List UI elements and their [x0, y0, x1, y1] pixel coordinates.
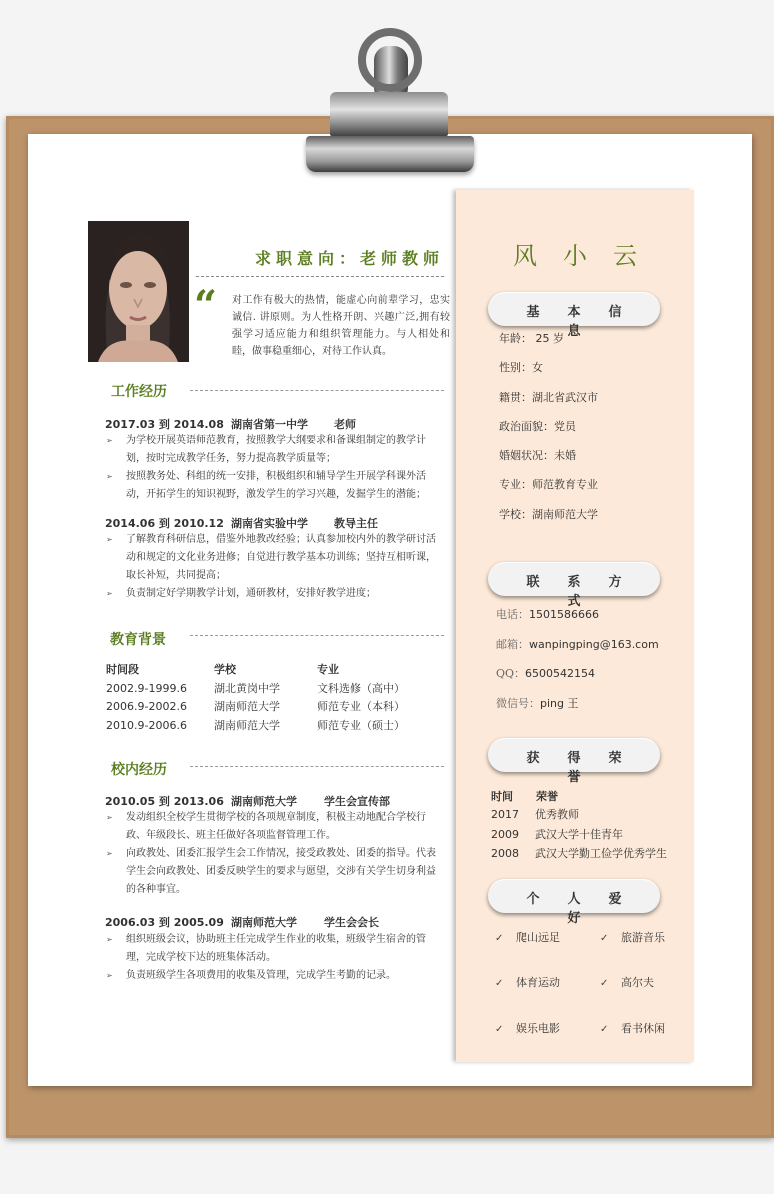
edu-major: 师范专业（硕士）: [317, 718, 405, 732]
table-header: [106, 661, 427, 680]
job-header: [105, 515, 378, 531]
section-pill-honors: [488, 738, 660, 785]
edu-period: 2002.9-1999.6: [106, 681, 187, 695]
quote-icon: “: [194, 282, 218, 329]
hobby-item: ✓ 旅游音乐: [600, 931, 665, 944]
section-pill-hobbies: [488, 879, 660, 926]
job-duties: [104, 432, 444, 504]
clip-jaw: [306, 136, 474, 172]
job-period: 2017.03 到 2014.08: [105, 418, 224, 431]
job-role: 老师: [334, 418, 356, 431]
job-intention: 求职意向：老师教师: [254, 249, 444, 268]
list-item: ➢ 按照教务处、科组的统一安排，积极组织和辅导学生开展学科课外活动，开拓学生的知识视野，激发学生的学习兴趣，发掘学生的潜能；: [104, 468, 444, 504]
edu-school: 湖南师范大学: [214, 718, 280, 732]
clip-body: [330, 92, 448, 136]
job-org: 湖南省实验中学: [231, 517, 308, 530]
honors-header: [491, 788, 581, 804]
divider: [190, 390, 444, 391]
job-period: 2006.03 到 2005.09: [105, 916, 224, 929]
table-row: 2009 武汉大学十佳青年: [491, 827, 623, 841]
divider: [190, 766, 444, 767]
job-org: 湖南省第一中学: [231, 418, 308, 431]
contact-wechat: 微信号：ping 王: [496, 696, 579, 710]
edu-school: 湖南师范大学: [214, 700, 280, 713]
info-item: 年龄： 25 岁: [499, 332, 564, 345]
job-role: 学生会会长: [324, 916, 379, 929]
divider: [190, 635, 444, 636]
check-icon: ✓: [600, 1024, 609, 1035]
job-org: 湖南师范大学: [231, 795, 297, 808]
section-title-education: 教育背景: [110, 632, 166, 648]
section-title-campus: 校内经历: [111, 762, 167, 778]
check-icon: ✓: [495, 1024, 504, 1035]
info-item: 性别：女: [499, 361, 543, 375]
check-icon: ✓: [495, 978, 504, 989]
check-icon: ✓: [600, 978, 609, 989]
edu-school: 湖北黄岗中学: [214, 681, 280, 695]
list-item: ➢ 为学校开展英语师范教育，按照教学大纲要求和备课组制定的教学计划，按时完成教学任务，努力提高教学质量等；: [104, 432, 444, 468]
job-org: 湖南师范大学: [231, 916, 297, 929]
hobby-item: ✓ 高尔夫: [600, 976, 654, 989]
contact-phone: 电话：1501586666: [496, 608, 599, 621]
hobby-item: ✓ 体育运动: [495, 976, 560, 989]
education-table: [106, 661, 427, 735]
campus-duties: [104, 931, 444, 985]
job-header: [105, 793, 390, 809]
job-period: 2014.06 到 2010.12: [105, 517, 224, 530]
edu-period: 2010.9-2006.6: [106, 718, 187, 732]
info-item: 籍贯：湖北省武汉市: [499, 390, 598, 404]
edu-period: 2006.9-2002.6: [106, 700, 187, 713]
list-item: ➢ 负责制定好学期教学计划，通研教材，安排好教学进度；: [104, 585, 444, 603]
check-icon: ✓: [600, 933, 609, 944]
hobby-item: ✓ 看书休闲: [600, 1022, 665, 1035]
portrait-image: [88, 221, 189, 362]
self-intro: 对工作有极大的热情，能虚心向前辈学习，忠实诚信. 讲原则。为人性格开朗、兴趣广泛,拥有较强学习适应能力和组织管理能力。与人相处和睦，做事稳重细心，对待工作认真。: [232, 295, 450, 357]
column-header: 学校: [214, 663, 236, 676]
job-header: [105, 914, 379, 930]
candidate-name: 风小云: [513, 242, 663, 270]
job-header: [105, 416, 356, 432]
job-duties: [104, 531, 444, 603]
contact-qq: QQ：6500542154: [496, 667, 596, 680]
list-item: ➢ 了解教育科研信息，借鉴外地教改经验；认真参加校内外的教学研讨活动和规定的文化业务进修；自觉进行教学基本功训练；坚持互相听课，取长补短，共同提高；: [104, 531, 444, 585]
clip-ring: [358, 28, 422, 92]
list-item: ➢ 向政教处、团委汇报学生会工作情况，接受政教处、团委的指导。代表学生会向政教处、团委反映学生的要求与愿望，交涉有关学生切身利益的各种事宜。: [104, 845, 444, 899]
info-item: 专业：师范教育专业: [499, 478, 598, 492]
column-header: 时间段: [106, 663, 139, 676]
honors-list: [491, 806, 667, 865]
column-header: 荣誉: [536, 790, 558, 803]
list-item: ➢ 组织班级会议，协助班主任完成学生作业的收集，班级学生宿舍的管理，完成学校下达的班集体活动。: [104, 931, 444, 967]
basic-info-list: [499, 331, 598, 536]
profile-photo: [88, 221, 189, 362]
info-item: 政治面貌：党员: [499, 419, 576, 433]
divider: [196, 276, 444, 277]
info-item: 婚姻状况：未婚: [499, 449, 576, 463]
section-title-work: 工作经历: [111, 384, 167, 400]
list-item: ➢ 负责班级学生各项费用的收集及管理，完成学生考勤的记录。: [104, 967, 444, 985]
pill-label: 个人爱好: [526, 892, 650, 926]
list-item: ➢ 发动组织全校学生贯彻学校的各项规章制度，积极主动地配合学校行政、年级段长、班主任做好各项监督管理工作。: [104, 809, 444, 845]
pill-label: 基本信息: [526, 305, 650, 339]
campus-duties: [104, 809, 444, 899]
job-role: 学生会宣传部: [324, 795, 390, 808]
pill-label: 联系方式: [526, 575, 650, 609]
column-header: 专业: [317, 663, 339, 676]
section-pill-contact: [488, 562, 660, 609]
job-role: 教导主任: [334, 517, 378, 530]
pill-label: 获得荣誉: [526, 751, 650, 785]
table-row: 2017 优秀教师: [491, 808, 579, 821]
contact-email: 邮箱：wanpingping@163.com: [496, 637, 659, 651]
table-row: [106, 698, 427, 717]
table-row: 2008 武汉大学勤工俭学优秀学生: [491, 847, 667, 860]
info-item: 学校：湖南师范大学: [499, 507, 598, 521]
hobby-item: ✓ 娱乐电影: [495, 1022, 560, 1035]
edu-major: 师范专业（本科）: [317, 700, 405, 713]
contact-list: [496, 607, 659, 725]
job-period: 2010.05 到 2013.06: [105, 795, 224, 808]
check-icon: ✓: [495, 933, 504, 944]
table-row: [106, 717, 427, 736]
edu-major: 文科选修（高中）: [317, 681, 405, 695]
table-row: [106, 680, 427, 699]
hobby-item: ✓ 爬山远足: [495, 931, 560, 944]
column-header: 时间: [491, 790, 513, 803]
